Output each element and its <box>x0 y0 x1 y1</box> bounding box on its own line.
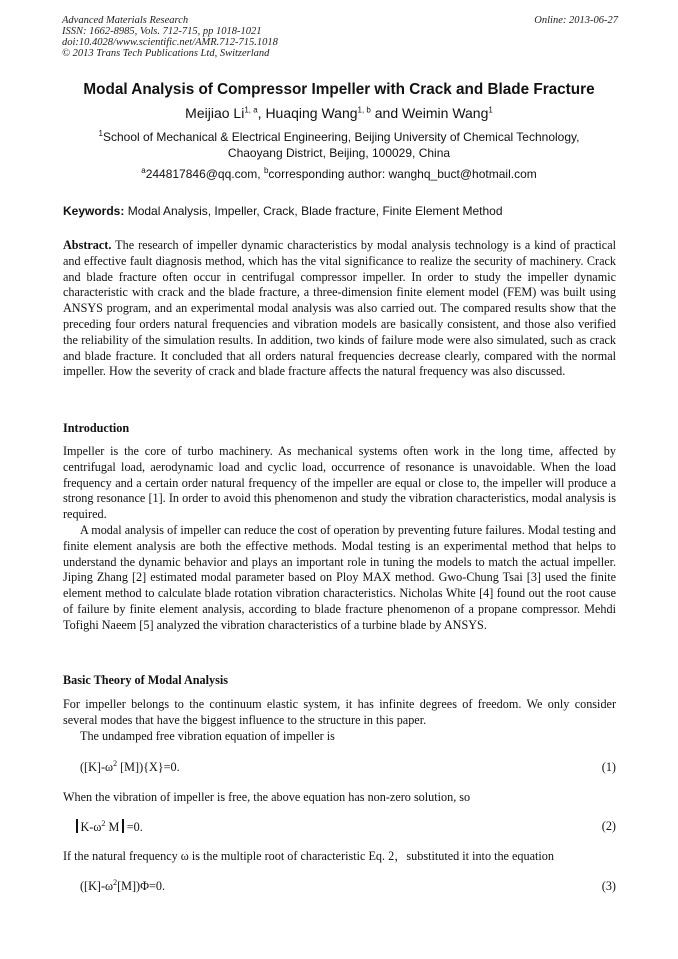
affiliation <box>40 129 638 161</box>
section-heading: Basic Theory of Modal Analysis <box>63 673 229 687</box>
abstract <box>63 238 616 380</box>
online-date: Online: 2013-06-27 <box>534 15 618 26</box>
journal-name: Advanced Materials Research <box>62 15 189 26</box>
equation-body <box>80 760 180 775</box>
author-name: Meijiao Li <box>185 105 245 121</box>
determinant-bar <box>122 819 124 833</box>
theory-paragraph-1: For impeller belongs to the continuum elastic system, it has infinite degrees of freedom. We only consider several modes that have the biggest influence to the structure in this paper. <box>63 697 616 727</box>
keywords <box>63 203 623 219</box>
equation-text: [M]){X}=0. <box>117 760 180 774</box>
theory-paragraph-3: When the vibration of impeller is free, the above equation has non-zero solution, so <box>63 790 471 804</box>
intro-paragraph-1: Impeller is the core of turbo machinery. As mechanical systems often work in the long time, affected by centrifugal load, aerodynamic load and cyclic load, occurrence of resonance is unavoidable. When the load frequency and a certain order natural frequency of the impeller are equal or close to, the impeller will produce a strong resonance [1]. In order to avoid this phenomenon and study the vibration characteristics, modal analysis is required. <box>63 444 616 522</box>
equation-exponent: 2 <box>113 758 118 768</box>
equation-body <box>80 879 165 894</box>
equation-text: =0. <box>126 820 143 834</box>
equation-text: [M])Φ=0. <box>117 879 165 893</box>
equation-text: M <box>105 820 120 834</box>
email-b: corresponding author: wanghq_buct@hotmail.com <box>268 167 537 181</box>
equation-text: ([K]-ω <box>80 879 114 893</box>
equation-number: (1) <box>601 760 616 774</box>
paper-title: Modal Analysis of Compressor Impeller with Crack and Blade Fracture <box>83 81 595 98</box>
email-line <box>40 166 638 182</box>
author-list <box>40 104 638 122</box>
author-separator: , <box>257 105 266 121</box>
equation-text: K-ω <box>80 820 102 834</box>
keywords-label: Keywords: <box>63 204 125 218</box>
author-name: Weimin Wang <box>402 105 489 121</box>
equation-1 <box>63 760 616 778</box>
author-name: Huaqing Wang <box>265 105 358 121</box>
section-heading: Introduction <box>63 421 130 435</box>
abstract-text: The research of impeller dynamic characteristics by modal analysis technology is a kind of practical and effective fault diagnosis method, which has the vital significance to realize the security of machinery. Crack and blade fracture often occur in centrifugal compressor impeller. In order to study the impeller dynamic characteristic with crack and the blade fracture, a three-dimension finite element model (FEM) was built using ANSYS program, and an experimental modal analysis was also carried out. The compared results show that the preceding four orders natural frequencies and vibration models are basically consistent, and those also verified the reliability of the simulation results. In addition, two kinds of failure mode were also simulated, such as crack and blade fracture. It concluded that all orders natural frequencies decrease clearly, compared with the normal impeller. How the severity of crack and blade fracture affects the natural frequency was also discussed. <box>63 238 616 379</box>
equation-2 <box>63 819 616 837</box>
equation-3 <box>63 879 616 897</box>
equation-body <box>73 819 143 835</box>
author-affiliation-mark: 1, a <box>244 105 258 115</box>
equation-exponent: 2 <box>101 818 106 828</box>
theory-paragraph-4: If the natural frequency ω is the multiple root of characteristic Eq. 2，substituted it into the equation <box>63 849 554 863</box>
author-separator: and <box>370 105 403 121</box>
equation-number: (2) <box>601 819 616 833</box>
author-affiliation-mark: 1, b <box>357 105 371 115</box>
email-a: 244817846@qq.com, <box>145 167 264 181</box>
intro-paragraph-2: A modal analysis of impeller can reduce the cost of operation by preventing future failures. Modal testing and finite element analysis are both the effective methods. Modal testing is an experimental method that helps to understand the dynamic behavior and plays an important role in tuning the models to match the actual impeller. Jiping Zhang [2] estimated modal parameter based on Ploy MAX method. Gwo-Chung Tsai [3] used the finite element method to calculate blade rotation vibration characteristics. Nicholas White [4] found out the root cause of failure by finite element analysis, according to blade fracture phenomenon of a propane compressor. Mehdi Tofighi Naeem [5] analyzed the vibration characteristics of a turbine blade by ANSYS. <box>63 523 616 632</box>
affiliation-mark: 1 <box>98 129 103 138</box>
copyright-line: © 2013 Trans Tech Publications Ltd, Switzerland <box>62 48 270 59</box>
doi-line: doi:10.4028/www.scientific.net/AMR.712-715.1018 <box>62 37 278 48</box>
equation-text: ([K]-ω <box>80 760 114 774</box>
keywords-text: Modal Analysis, Impeller, Crack, Blade fracture, Finite Element Method <box>124 204 503 218</box>
author-affiliation-mark: 1 <box>488 105 493 115</box>
equation-number: (3) <box>601 879 616 893</box>
email-mark: a <box>141 166 146 175</box>
affiliation-line: Chaoyang District, Beijing, 100029, China <box>227 146 451 160</box>
journal-header <box>62 15 618 59</box>
email-mark: b <box>263 166 269 175</box>
issn-line: ISSN: 1662-8985, Vols. 712-715, pp 1018-1021 <box>62 26 262 37</box>
affiliation-line: School of Mechanical & Electrical Engineering, Beijing University of Chemical Technology, <box>102 130 580 144</box>
theory-paragraph-2: The undamped free vibration equation of impeller is <box>80 729 335 743</box>
determinant-bar <box>76 819 78 833</box>
equation-exponent: 2 <box>113 877 118 887</box>
abstract-label: Abstract. <box>63 238 112 252</box>
